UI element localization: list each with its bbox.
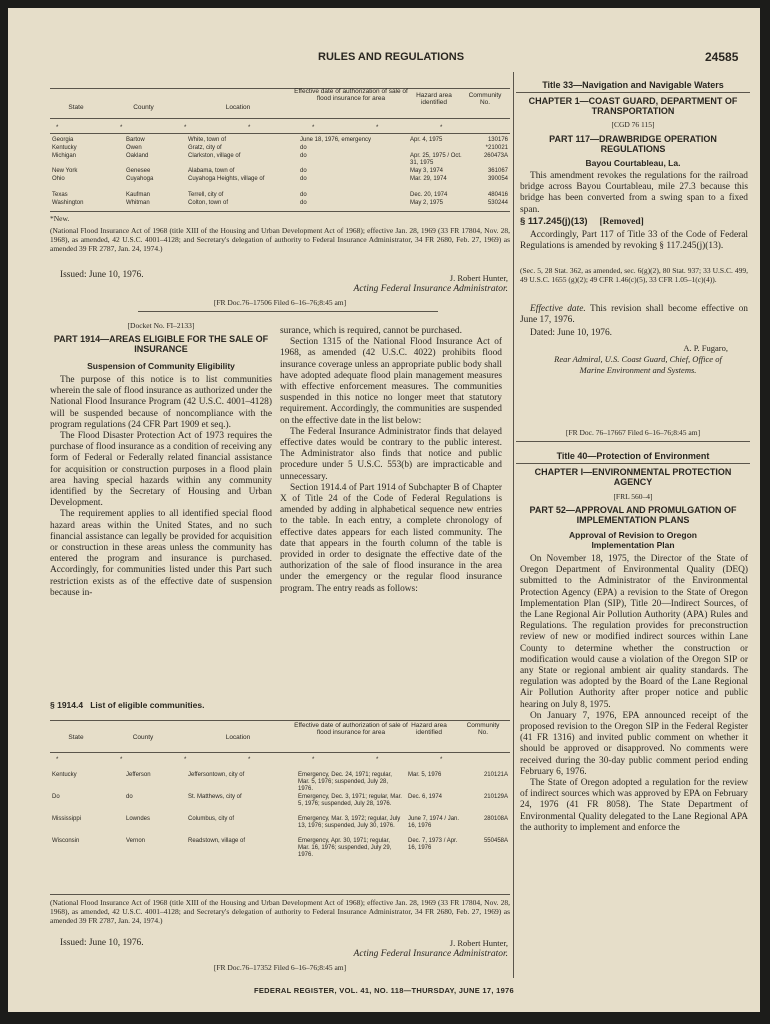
title-33-text — [520, 171, 748, 216]
table-cell-state: Texas — [52, 192, 68, 198]
table-cell-hazard: Dec. 20, 1974 — [410, 192, 448, 198]
table-cell-comm: 390054 — [487, 176, 508, 182]
table-cell-county: do — [126, 794, 133, 800]
table-cell-county: Kaufman — [126, 192, 151, 198]
paragraph: The requirement applies to all identified special flood hazard areas within the United States, and no such financial assistance can legally be provided for acquisition or construction in these areas unless the community has entered the program and insurance is purchased. Accordingly, for communities listed under this Part such restriction exists as of the effective date of suspension because in- — [50, 509, 272, 598]
title-40-text — [520, 554, 748, 834]
table-cell-state: Mississippi — [52, 816, 82, 822]
fr-doc-line: [FR Doc.76–17352 Filed 6–16–76;8:45 am] — [213, 963, 347, 972]
table-cell-location: Clarkston, village of — [188, 153, 241, 159]
table-header-state: State — [68, 104, 84, 111]
effective-date-para — [520, 304, 748, 326]
table-cell-effective: do — [300, 192, 307, 198]
table-cell-location: Readstown, village of — [188, 838, 246, 844]
part-52-heading: PART 52—APPROVAL AND PROMULGATION OF IMPLEMENTATION PLANS — [529, 505, 737, 525]
table-cell-county: Whitman — [126, 200, 150, 206]
part-1914-subheading: Suspension of Community Eligibility — [87, 361, 235, 371]
table-cell-comm: 280108A — [483, 816, 508, 822]
coast-guard-signer-title: Rear Admiral, U.S. Coast Guard, Chief, Office of Marine Environment and Systems. — [554, 354, 722, 375]
cgd-number: [CGD 76 115] — [611, 120, 655, 129]
document-page — [8, 8, 760, 1012]
table-cell-comm: 130176 — [487, 137, 508, 143]
fr-doc-line: [FR Doc.76–17506 Filed 6–16–76;8:45 am] — [213, 298, 347, 307]
table-cell-effective: do — [300, 200, 307, 206]
paragraph: Accordingly, Part 117 of Title 33 of the Code of Federal Regulations is amended by revoking § 117.245(j)(13). — [520, 230, 748, 252]
effective-date-text: This revision shall become effective on June 17, 1976. — [520, 304, 748, 326]
table-cell-location: Cuyahoga Heights, village of — [188, 176, 265, 182]
table-header-community: Community No. — [466, 722, 500, 736]
table-cell-county: Owen — [126, 145, 142, 151]
table-header-community: Community No. — [468, 92, 502, 106]
table-cell-hazard: Mar. 5, 1976 — [408, 772, 442, 778]
paragraph: Section 1914.4 of Part 1914 of Subchapter B of Chapter X of Title 24 of the Code of Federal Regulations is amended by adding in alphabetical sequence new entries to the table. In each entry, a complete chronology of effective dates appears for each listed community. The date that appears in the fourth column of the table is provided in order to designate the effective date of the authorization of the sale of flood insurance in the area under the emergency or the regular flood insurance program. The entry reads as follows: — [280, 482, 502, 594]
table-cell-state: Ohio — [52, 176, 65, 182]
paragraph: On November 18, 1975, the Director of the State of Oregon Department of Environmental Quality (DEQ) submitted to the Administrator of the Environmental Protection Agency (EPA) a revision to the State of Oregon Implementation Plan (SIP), Title 20—Indirect Sources, of the Lane Regional Air Pollution Authority (APA) Rules and Regulations. The regulation provides for preconstruction review of new or modified indirect sources within Lane County to determine whether the construction or modification would cause a violation of the Oregon SIP or any State or regional ambient air quality standards. The regulation was adopted by the Board of the Lane Regional Air Pollution Authority after proper notice and public hearing on July 8, 1975. — [520, 554, 748, 710]
section-label: § 1914.4 — [50, 700, 84, 710]
table-cell-comm: *210021 — [485, 145, 508, 151]
paragraph: The Federal Insurance Administrator finds that delayed effective dates would be contrary to the public interest. The Administrator also finds that notice and public procedure under 5 U.S.C. 553(b) are impracticable and unnecessary. — [280, 426, 502, 482]
table-cell-comm: 260473A — [483, 153, 508, 159]
table-header-hazard: Hazard area identified — [411, 722, 447, 736]
section-title: List of eligible communities. — [90, 700, 205, 710]
table-cell-location: Colton, town of — [188, 200, 229, 206]
table-elision-row: * * * * * * * — [56, 125, 473, 131]
table-cell-effective: June 18, 1976, emergency — [300, 137, 372, 143]
authority-citation: (National Flood Insurance Act of 1968 (title XIII of the Housing and Urban Development Act of 1968); effective Jan. 28, 1969 (33 FR 17804, Nov. 28, 1968), as amended, 42 U.S.C. 4001–4128; and Secretary's delegation of authority to Federal Insurance Administrator, 34 FR 2680, Feb. 27, 1969) as amended 39 FR 2787, Jan. 24, 1974.) — [50, 226, 510, 253]
part-117-heading: PART 117—DRAWBRIDGE OPERATION REGULATIONS — [549, 134, 717, 154]
part-1914-left-text — [50, 375, 272, 599]
table-cell-effective: Emergency, Dec. 3, 1971; regular, Mar. 5, 1976; suspended, July 28, 1976. — [298, 794, 402, 807]
paragraph: This amendment revokes the regulations for the railroad bridge across Bayou Courtableau, mile 27.3 because this bridge has been converted from a swing span to a fixed span. — [520, 171, 748, 215]
table-cell-county: Genesee — [126, 168, 151, 174]
table-header-county: County — [132, 734, 154, 741]
table-cell-state: Do — [52, 794, 60, 800]
page-footer: FEDERAL REGISTER, VOL. 41, NO. 118—THURSDAY, JUNE 17, 1976 — [254, 986, 514, 995]
table-cell-location: Terrell, city of — [188, 192, 224, 198]
table-cell-county: Jefferson — [126, 772, 151, 778]
fr-doc-line: [FR Doc. 76–17667 Filed 6–16–76;8:45 am] — [565, 428, 701, 437]
table-header-state: State — [68, 734, 84, 741]
part-1914-heading: PART 1914—AREAS ELIGIBLE FOR THE SALE OF INSURANCE — [53, 334, 269, 354]
section-heading — [50, 700, 204, 710]
table-footnote: *New. — [50, 214, 70, 223]
table-cell-comm: 480416 — [487, 192, 508, 198]
table-cell-state: Kentucky — [52, 772, 77, 778]
statutory-citation: (Sec. 5, 28 Stat. 362, as amended, sec. 6(g)(2), 80 Stat. 937; 33 U.S.C. 499, 49 U.S.C. 1655 (g)(2); 49 CFR 1.46(c)(5), 33 CFR 1.05–1(c)(4)). — [520, 266, 748, 284]
table-cell-location: Gratz, city of — [188, 145, 222, 151]
table-cell-comm: 550458A — [483, 838, 508, 844]
table-cell-state: New York — [52, 168, 78, 174]
part-1914-right-text — [280, 326, 502, 595]
table-cell-state: Michigan — [52, 153, 77, 159]
table-cell-comm: 361067 — [487, 168, 508, 174]
table-cell-comm: 210129A — [483, 794, 508, 800]
table-cell-state: Georgia — [52, 137, 74, 143]
removed-label: [Removed] — [599, 217, 644, 227]
table-header-location: Location — [225, 734, 251, 741]
table-cell-location: White, town of — [188, 137, 227, 143]
issued-date: Issued: June 10, 1976. — [60, 938, 144, 948]
authority-citation: (National Flood Insurance Act of 1968 (title XIII of the Housing and Urban Development Act of 1968); effective Jan. 28, 1969 (33 FR 17804, Nov. 28, 1968), as amended, 42 U.S.C. 4001–4128; and Secretary's delegation of authority to Federal Insurance Administrator, 34 FR 2680, Feb. 27, 1969) as amended 39 FR 2787, Jan. 24, 1974.) — [50, 898, 510, 925]
table-cell-hazard: Apr. 4, 1975 — [410, 137, 443, 143]
table-cell-location: Jeffersontown, city of — [188, 772, 245, 778]
table-cell-effective: Emergency, Dec. 24, 1971; regular, Mar. 5, 1976; suspended, July 28, 1976. — [298, 772, 392, 792]
table-cell-county: Oakland — [126, 153, 149, 159]
dated-line: Dated: June 10, 1976. — [530, 328, 613, 338]
coast-guard-chapter: CHAPTER 1—COAST GUARD, DEPARTMENT OF TRANSPORTATION — [528, 96, 738, 116]
signer-title: Acting Federal Insurance Administrator. — [353, 284, 508, 294]
running-head-title: RULES AND REGULATIONS — [318, 51, 465, 63]
table-cell-state: Kentucky — [52, 145, 77, 151]
issued-date: Issued: June 10, 1976. — [60, 270, 144, 280]
signer-name: J. Robert Hunter, — [449, 938, 508, 948]
oregon-subject: Approval of Revision to Oregon Implementation Plan — [569, 530, 697, 550]
paragraph: surance, which is required, cannot be purchased. — [280, 326, 462, 336]
table-header-effective: Effective date of authorization of sale of flood insurance for area — [294, 722, 408, 736]
table-header-location: Location — [225, 104, 251, 111]
paragraph: On January 7, 1976, EPA announced receipt of the proposed revision to the Oregon SIP in the Federal Register (41 FR 1316) and invited public comment on whether it should be approved or disapproved. No comments were received during the 30-day public comment period ending February 6, 1976. — [520, 710, 748, 777]
table-cell-effective: do — [300, 168, 307, 174]
table-cell-location: Alabama, town of — [188, 168, 235, 174]
table-header-hazard: Hazard area identified — [416, 92, 452, 106]
title-33-heading: Title 33—Navigation and Navigable Waters — [542, 80, 724, 90]
bayou-subject: Bayou Courtableau, La. — [585, 158, 681, 168]
table-cell-county: Vernon — [126, 838, 146, 844]
table-cell-county: Bartow — [126, 137, 145, 143]
table-cell-hazard: Dec. 7, 1973 / Apr. 16, 1976 — [408, 838, 458, 851]
table-cell-hazard: May 3, 1974 — [410, 168, 444, 174]
table-cell-effective: Emergency, Apr. 30, 1971; regular, Mar. 16, 1976; suspended, July 29, 1976. — [298, 838, 392, 858]
table-cell-state: Washington — [52, 200, 84, 206]
table-cell-hazard: May 2, 1975 — [410, 200, 444, 206]
table-elision-row: * * * * * * * — [56, 757, 473, 763]
paragraph: Section 1315 of the National Flood Insurance Act of 1968, as amended (42 U.S.C. 4022) prohibits flood insurance coverage unless an appropriate public body shall have adopted adequate flood plain management measures with effective enforcement measures. The communities suspended in this notice no longer meet that statutory requirement. Accordingly, the communities are suspended on the effective date in the list below: — [280, 337, 502, 426]
title-40-heading: Title 40—Protection of Environment — [556, 451, 710, 461]
epa-chapter: CHAPTER I—ENVIRONMENTAL PROTECTION AGENCY — [534, 467, 732, 487]
paragraph: The State of Oregon adopted a regulation for the review of indirect sources which was approved by EPA on February 24, 1976 (41 FR 8058). The State Department of Environmental Quality delegated to the Lane Regional APA the authority to implement and enforce the — [520, 778, 748, 833]
title-33-amendment — [520, 230, 748, 252]
table-cell-hazard: Mar. 29, 1974 — [410, 176, 447, 182]
effective-date-label: Effective date. — [530, 304, 586, 314]
signer-name: J. Robert Hunter, — [449, 273, 508, 283]
paragraph: The Flood Disaster Protection Act of 1973 requires the purchase of flood insurance as a condition of receiving any form of Federal or Federally related financial assistance for acquisition or construction purposes in a flood plain area having special hazards within any community identified by the Secretary of Housing and Urban Development. — [50, 431, 272, 509]
table-cell-hazard: Apr. 25, 1975 / Oct. 31, 1975 — [410, 153, 462, 166]
table-cell-county: Cuyahoga — [126, 176, 154, 182]
frl-number: [FRL 560–4] — [613, 492, 653, 501]
table-cell-hazard: June 7, 1974 / Jan. 16, 1976 — [408, 816, 460, 829]
table-cell-state: Wisconsin — [52, 838, 80, 844]
table-cell-location: St. Matthews, city of — [188, 794, 242, 800]
table-cell-comm: 530244 — [487, 200, 508, 206]
signer-title: Acting Federal Insurance Administrator. — [353, 949, 508, 959]
page-number: 24585 — [705, 50, 739, 64]
section-number: § 117.245(j)(13) — [520, 216, 588, 227]
table-cell-location: Columbus, city of — [188, 816, 235, 822]
table-header-effective: Effective date of authorization of sale of flood insurance for area — [294, 88, 408, 102]
docket-number: [Docket No. FI–2133] — [127, 321, 195, 330]
table-cell-effective: Emergency, Mar. 3, 1972; regular, July 13, 1976; suspended, July 30, 1976. — [298, 816, 401, 829]
coast-guard-signer: A. P. Fugaro, — [683, 343, 728, 353]
table-cell-comm: 210121A — [483, 772, 508, 778]
section-removed-line — [520, 216, 748, 227]
table-header-county: County — [133, 104, 154, 111]
table-cell-effective: do — [300, 176, 307, 182]
table-cell-effective: do — [300, 145, 307, 151]
paragraph: The purpose of this notice is to list communities wherein the sale of flood insurance as authorized under the National Flood Insurance Program (42 U.S.C. 4001–4128) will be suspended because of noncompliance with the program regulations (24 CFR Part 1909 et seq.). — [50, 375, 272, 430]
table-cell-effective: do — [300, 153, 307, 159]
table-cell-county: Lowndes — [126, 816, 151, 822]
table-cell-hazard: Dec. 6, 1974 — [408, 794, 443, 800]
